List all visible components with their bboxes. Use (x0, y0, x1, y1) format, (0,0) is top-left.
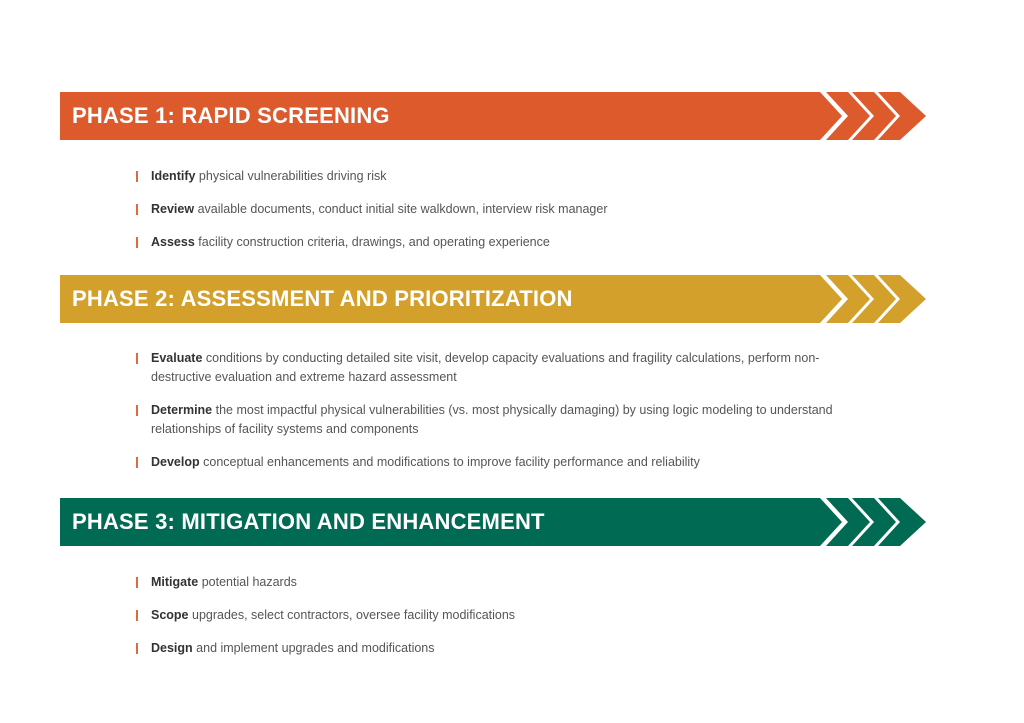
bullet-text: conditions by conducting detailed site visit, develop capacity evaluations and fragility calculations, perform non-destructive evaluation and extreme hazard assessment (151, 351, 820, 384)
bullet-keyword: Evaluate (151, 351, 203, 365)
list-item (136, 639, 876, 658)
bullet-marker-icon (136, 457, 138, 468)
phase-2-title: PHASE 2: ASSESSMENT AND PRIORITIZATION (72, 286, 573, 311)
bullet-marker-icon (136, 405, 138, 416)
bullet-text: upgrades, select contractors, oversee facility modifications (188, 608, 516, 622)
bullet-text: available documents, conduct initial site walkdown, interview risk manager (194, 202, 608, 216)
bullet-keyword: Mitigate (151, 575, 199, 589)
bullet-marker-icon (136, 577, 138, 588)
bullet-text: and implement upgrades and modifications (192, 641, 435, 655)
bullet-text: the most impactful physical vulnerabilities (vs. most physically damaging) by using logic modeling to understand relationships of facility systems and components (151, 403, 833, 436)
list-item (136, 349, 876, 387)
bullet-text: potential hazards (198, 575, 297, 589)
bullet-marker-icon (136, 610, 138, 621)
phase-2-bullet-list (136, 349, 876, 472)
phase-1-bullet-list (136, 167, 876, 252)
list-item (136, 606, 876, 625)
bullet-keyword: Determine (151, 403, 213, 417)
bullet-keyword: Design (151, 641, 193, 655)
bullet-marker-icon (136, 237, 138, 248)
bullet-marker-icon (136, 643, 138, 654)
list-item (136, 233, 876, 252)
bullet-text: conceptual enhancements and modifications to improve facility performance and reliability (199, 455, 700, 469)
bullet-keyword: Review (151, 202, 195, 216)
bullet-marker-icon (136, 171, 138, 182)
bullet-keyword: Scope (151, 608, 189, 622)
bullet-keyword: Develop (151, 455, 200, 469)
bullet-keyword: Identify (151, 169, 196, 183)
phase-3-banner (60, 498, 928, 546)
list-item (136, 200, 876, 219)
list-item (136, 401, 876, 439)
bullet-keyword: Assess (151, 235, 195, 249)
bullet-text: facility construction criteria, drawings, and operating experience (194, 235, 550, 249)
phase-1-banner (60, 92, 928, 140)
phase-3-title: PHASE 3: MITIGATION AND ENHANCEMENT (72, 509, 545, 534)
phase-3-bullet-list (136, 573, 876, 658)
bullet-text: physical vulnerabilities driving risk (195, 169, 387, 183)
phase-1-title: PHASE 1: RAPID SCREENING (72, 103, 390, 128)
bullet-marker-icon (136, 353, 138, 364)
bullet-marker-icon (136, 204, 138, 215)
list-item (136, 573, 876, 592)
phase-2-banner (60, 275, 928, 323)
list-item (136, 167, 876, 186)
list-item (136, 453, 876, 472)
